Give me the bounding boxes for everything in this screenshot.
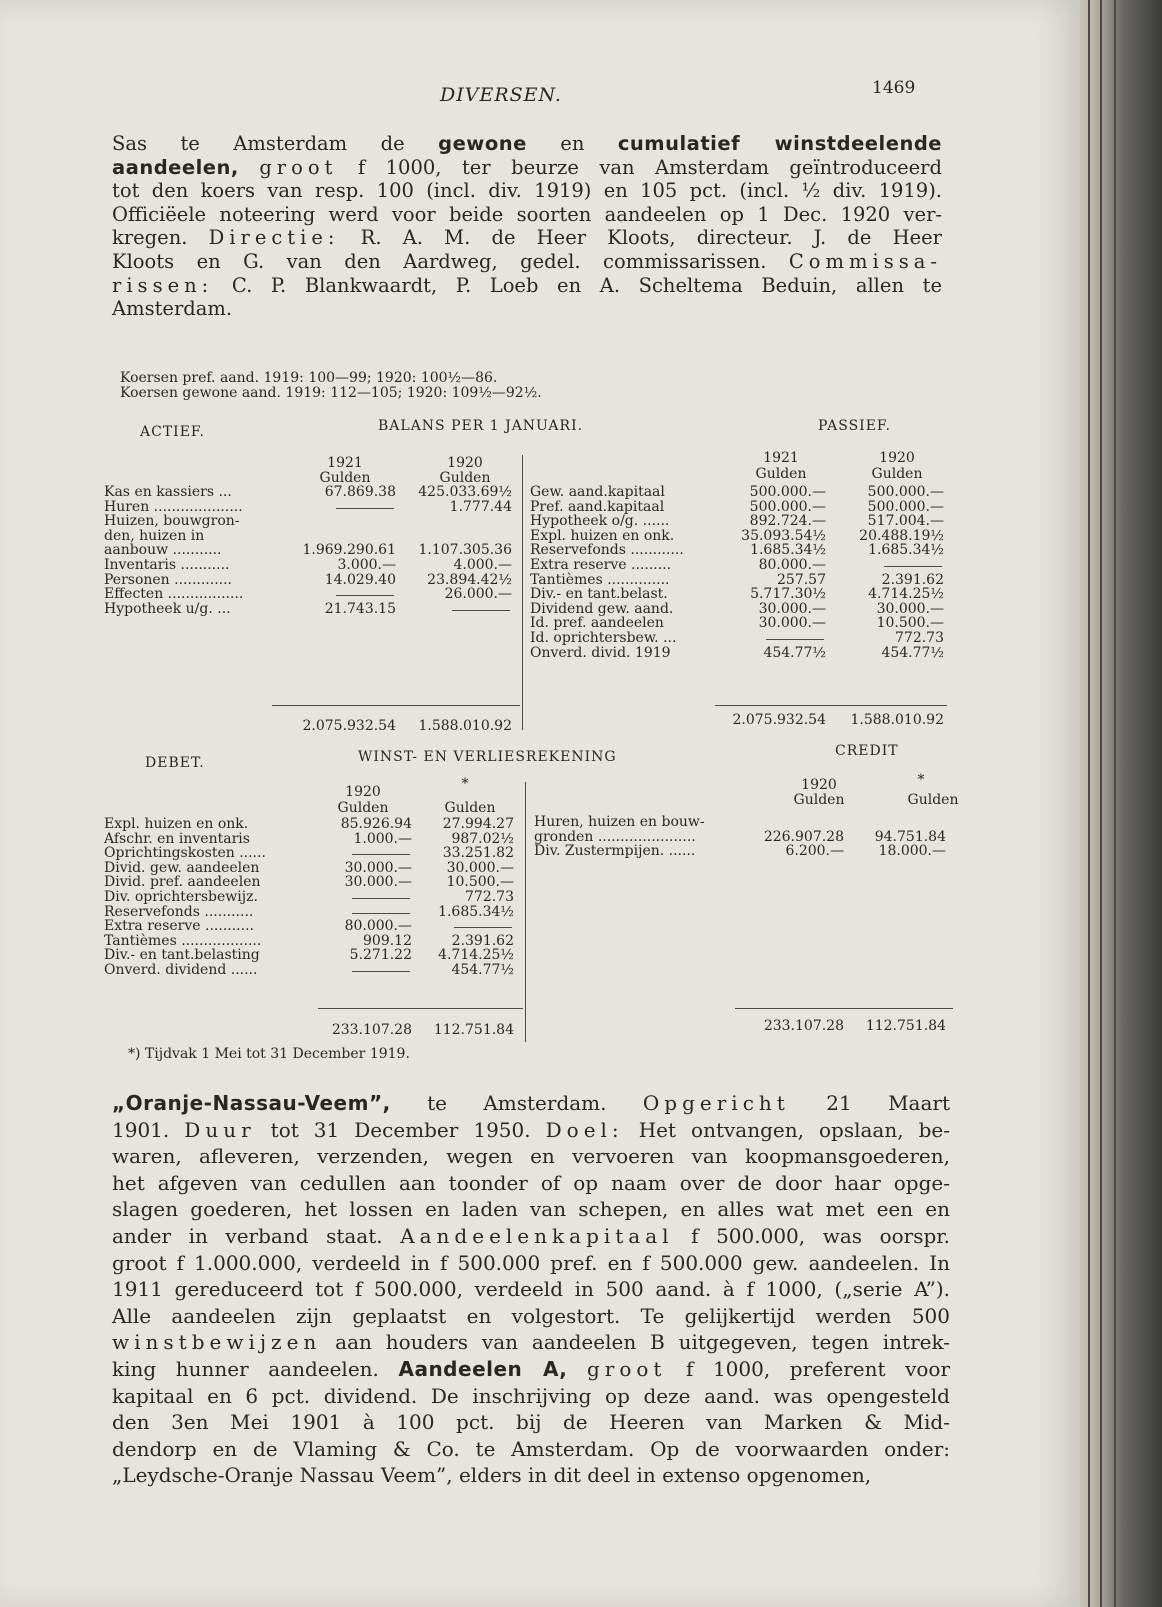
actief-row-label: Effecten .................: [104, 586, 244, 603]
passief-row-v1921: 35.093.54½: [741, 527, 826, 544]
passief-row-label: Hypotheek o/g. ......: [530, 513, 670, 530]
passief-row-label: Dividend gew. aand.: [530, 600, 674, 617]
actief-unit-1921: Gulden: [319, 470, 371, 486]
actief-row-v1920: 1.107.305.36: [418, 542, 512, 559]
debet-row-v2: 2.391.62: [451, 932, 514, 949]
debet-row-label: Divid. gew. aandeelen: [104, 859, 260, 876]
debet-row-label: Expl. huizen en onk.: [104, 816, 249, 832]
footnote: *) Tijdvak 1 Mei tot 31 December 1919.: [128, 1046, 410, 1062]
debet-year: 1920: [345, 784, 381, 800]
actief-row-v1921: 14.029.40: [324, 571, 396, 588]
actief-total-rule: [272, 705, 520, 706]
balans-title: BALANS PER 1 JANUARI.: [378, 418, 584, 434]
actief-year-1920: 1920: [447, 455, 483, 471]
credit-row-label: Huren, huizen en bouw-: [534, 814, 705, 830]
passief-year-1921: 1921: [763, 450, 799, 466]
debet-row-label: Oprichtingskosten ......: [104, 845, 266, 862]
passief-year-1920: 1920: [879, 450, 915, 466]
debet-row-label: Div. oprichtersbewijz.: [104, 889, 258, 905]
debet-row-v2: 454.77½: [451, 962, 514, 978]
passief-row-label: Onverd. divid. 1919: [530, 644, 671, 661]
actief-unit-1920: Gulden: [439, 470, 491, 486]
passief-row-v1920: 4.714.25½: [868, 586, 944, 603]
passief-row-v1920: 20.488.19½: [859, 527, 944, 544]
actief-empty-dash: [336, 595, 394, 596]
credit-row-label: gronden ......................: [534, 828, 696, 845]
balans-passief-heading: PASSIEF.: [818, 418, 891, 434]
passief-row-v1921: 80.000.—: [758, 557, 826, 573]
actief-row-label: Huizen, bouwgron-: [104, 513, 240, 530]
debet-unit-1: Gulden: [337, 800, 389, 816]
debet-total-2: 112.751.84: [433, 1022, 514, 1038]
debet-row-label: Onverd. dividend ......: [104, 962, 258, 978]
debet-row-v2: 772.73: [465, 889, 514, 905]
actief-row-v1921: 3.000.—: [337, 557, 396, 573]
debet-total-1: 233.107.28: [331, 1022, 412, 1038]
actief-row-v1920: 4.000.—: [453, 557, 512, 573]
actief-total-1920: 1.588.010.92: [418, 718, 512, 734]
passief-row-v1920: 500.000.—: [867, 484, 944, 500]
actief-row-label: Huren ....................: [104, 498, 243, 515]
debet-row-label: Div.- en tant.belasting: [104, 947, 260, 964]
passief-unit-1920: Gulden: [871, 466, 923, 482]
debet-row-label: Extra reserve ...........: [104, 918, 254, 935]
debet-empty-dash: [352, 913, 410, 914]
debet-row-v2: 4.714.25½: [438, 947, 514, 964]
actief-row-label: den, huizen in: [104, 527, 205, 544]
credit-total-1: 233.107.28: [763, 1018, 844, 1034]
passief-row-label: Pref. aand.kapitaal: [530, 498, 665, 515]
debet-empty-dash: [352, 971, 410, 972]
passief-row-v1920: 2.391.62: [881, 571, 944, 588]
debet-row-label: Tantièmes ..................: [104, 932, 262, 949]
running-header: DIVERSEN.: [440, 84, 562, 106]
credit-row-v1: 226.907.28: [763, 828, 844, 845]
debet-row-v1: 30.000.—: [344, 874, 412, 891]
actief-row-label: aanbouw ...........: [104, 542, 222, 559]
passief-row-label: Reservefonds ............: [530, 542, 684, 559]
passief-row-label: Id. oprichtersbew. ...: [530, 630, 677, 646]
debet-empty-dash: [352, 854, 410, 855]
winst-credit-heading: CREDIT: [835, 743, 899, 759]
actief-empty-dash: [452, 610, 510, 611]
credit-total-2: 112.751.84: [865, 1018, 946, 1034]
passief-row-v1920: 30.000.—: [876, 600, 944, 617]
passief-row-v1921: 500.000.—: [749, 498, 826, 515]
passief-row-label: Extra reserve .........: [530, 557, 672, 573]
passief-row-v1920: 454.77½: [881, 644, 944, 661]
passief-row-v1920: 517.004.—: [867, 513, 944, 530]
credit-year: 1920: [801, 777, 837, 793]
balans-divider: [522, 455, 523, 730]
actief-row-v1921: 21.743.15: [324, 600, 396, 617]
koersen-pref: Koersen pref. aand. 1919: 100—99; 1920: 100½—86.: [120, 370, 498, 386]
credit-row-label: Div. Zustermpijen. ......: [534, 843, 696, 860]
intro-paragraph: Sas te Amsterdam de gewone en cumulatief winstdeelende aandeelen, groot f 1000, ter beurze van Amsterdam geïntroduceerd tot den koers van resp. 100 (incl. div. 1919) en 105 pct. (incl. ½ div. 1919). Officiëele noteering werd voor beide soorten aandeelen op 1 Dec. 1920 ver- kregen. Directie: R. A. M. de Heer Kloots, directeur. J. de Heer Kloots en G. van den Aardweg, gedel. commissarissen. Commissa- rissen: C. P. Blankwaardt, P. Loeb en A. Scheltema Beduin, allen te Amsterdam.: [112, 132, 943, 321]
passief-row-v1920: 500.000.—: [867, 498, 944, 515]
debet-total-rule: [318, 1008, 523, 1009]
passief-row-label: Expl. huizen en onk.: [530, 527, 675, 544]
actief-row-v1920: 425.033.69½: [418, 484, 512, 500]
debet-row-label: Afschr. en inventaris: [104, 830, 250, 847]
debet-row-label: Reservefonds ...........: [104, 903, 254, 920]
credit-unit-2: Gulden: [907, 792, 959, 808]
passief-row-v1920: 772.73: [895, 630, 944, 646]
passief-row-v1921: 30.000.—: [758, 615, 826, 632]
debet-row-label: Divid. pref. aandeelen: [104, 874, 261, 891]
actief-row-label: Kas en kassiers ...: [104, 484, 232, 500]
credit-row-v2: 94.751.84: [874, 828, 946, 845]
debet-row-v2: 1.685.34½: [438, 903, 514, 920]
actief-row-v1921: 1.969.290.61: [302, 542, 396, 559]
koersen-gewone: Koersen gewone aand. 1919: 112—105; 1920: 109½—92½.: [120, 385, 542, 401]
credit-unit-1: Gulden: [793, 792, 845, 808]
winst-divider: [525, 782, 526, 1042]
passief-row-v1921: 454.77½: [763, 644, 826, 661]
debet-row-v2: 987.02½: [451, 830, 514, 847]
actief-row-v1920: 23.894.42½: [427, 571, 512, 588]
debet-row-v1: 5.271.22: [349, 947, 412, 964]
debet-row-v1: 85.926.94: [340, 816, 412, 832]
passief-empty-dash: [884, 566, 942, 567]
credit-row-v2: 18.000.—: [878, 843, 946, 860]
passief-row-label: Div.- en tant.belast.: [530, 586, 668, 603]
passief-row-v1921: 5.717.30½: [750, 586, 826, 603]
actief-row-label: Hypotheek u/g. ...: [104, 600, 231, 617]
debet-row-v2: 10.500.—: [446, 874, 514, 891]
passief-empty-dash: [766, 639, 824, 640]
passief-row-v1920: 1.685.34½: [868, 542, 944, 559]
winst-title: WINST- EN VERLIESREKENING: [358, 749, 617, 765]
actief-row-v1920: 26.000.—: [444, 586, 512, 603]
actief-row-v1920: 1.777.44: [449, 498, 512, 515]
debet-empty-dash: [352, 898, 410, 899]
passief-total-1921: 2.075.932.54: [732, 712, 826, 728]
passief-row-v1921: 1.685.34½: [750, 542, 826, 559]
passief-row-v1921: 30.000.—: [758, 600, 826, 617]
debet-row-v1: 1.000.—: [353, 830, 412, 847]
debet-row-v2: 33.251.82: [442, 845, 514, 862]
actief-row-v1921: 67.869.38: [324, 484, 396, 500]
credit-star: *: [917, 772, 925, 788]
passief-row-v1921: 500.000.—: [749, 484, 826, 500]
passief-row-v1920: 10.500.—: [876, 615, 944, 632]
actief-row-label: Personen .............: [104, 571, 233, 588]
actief-year-1921: 1921: [327, 455, 363, 471]
passief-row-v1921: 257.57: [777, 571, 826, 588]
passief-row-label: Tantièmes ..............: [530, 571, 670, 588]
oranje-paragraph: „Oranje-Nassau-Veem”, te Amsterdam. Opgericht 21 Maart 1901. Duur tot 31 December 1950. Doel: Het ontvangen, opslaan, be- waren, afleveren, verzenden, wegen en vervoeren van koopmansgoederen, het afgeven van cedullen aan toonder of op naam over de door haar opge- slagen goederen, het lossen en laden van schepen, en alles wat met een en ander in verband staat. Aandeelenkapitaal f 500.000, was oorspr. groot f 1.000.000, verdeeld in f 500.000 pref. en f 500.000 gew. aandeelen. In 1911 gereduceerd tot f 500.000, verdeeld in 500 aand. à f 1000, („serie A”). Alle aandeelen zijn geplaatst en volgestort. Te gelijkertijd werden 500 winstbewijzen aan houders van aandeelen B uitgegeven, tegen intrek- king hunner aandeelen. Aandeelen A, groot f 1000, preferent voor kapitaal en 6 pct. dividend. De inschrijving op deze aand. was opengesteld den 3en Mei 1901 à 100 pct. bij de Heeren van Marken & Mid- dendorp en de Vlaming & Co. te Amsterdam. Op de voorwaarden onder: „Leydsche-Oranje Nassau Veem”, elders in dit deel in extenso opgenomen,: [112, 1091, 951, 1488]
debet-row-v1: 80.000.—: [344, 918, 412, 935]
passief-unit-1921: Gulden: [755, 466, 807, 482]
passief-row-v1921: 892.724.—: [749, 513, 826, 530]
winst-debet-heading: DEBET.: [145, 755, 205, 771]
debet-empty-dash: [454, 927, 512, 928]
debet-unit-2: Gulden: [444, 800, 496, 816]
actief-empty-dash: [336, 508, 394, 509]
balans-actief-heading: ACTIEF.: [140, 424, 205, 440]
passief-row-label: Id. pref. aandeelen: [530, 615, 664, 632]
debet-row-v1: 909.12: [363, 932, 412, 949]
passief-row-label: Gew. aand.kapitaal: [530, 484, 665, 500]
passief-total-1920: 1.588.010.92: [850, 712, 944, 728]
credit-row-v1: 6.200.—: [785, 843, 844, 860]
debet-row-v2: 27.994.27: [442, 816, 514, 832]
actief-row-label: Inventaris ...........: [104, 557, 230, 573]
debet-star: *: [461, 776, 469, 792]
debet-row-v2: 30.000.—: [446, 859, 514, 876]
debet-row-v1: 30.000.—: [344, 859, 412, 876]
actief-total-1921: 2.075.932.54: [302, 718, 396, 734]
passief-total-rule: [715, 705, 947, 706]
page-number: 1469: [872, 78, 916, 98]
credit-total-rule: [735, 1008, 953, 1009]
